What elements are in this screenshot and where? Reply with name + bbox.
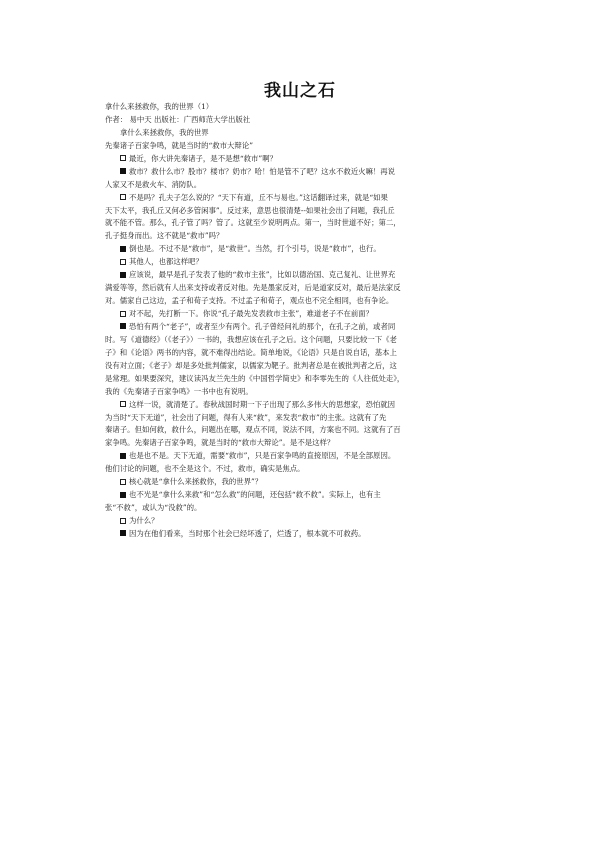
open-square-icon	[120, 518, 126, 524]
line-text: 应该说，最早是孔子发表了他的“救市主张”，比如以德治国、克己复礼、让世界充	[129, 270, 396, 280]
line-text: 最近，你大讲先秦诸子，是不是想“救市”啊？	[129, 153, 277, 163]
line-text: 天下太平，我孔丘又何必多管闲事”。反过来，意思也很清楚--如果社会出了问题，我孔丘	[105, 205, 395, 215]
line-text: 作者： 易中天 出版社：广西师范大学出版社	[105, 114, 251, 124]
line-text: 拿什么来拯救你，我的世界	[120, 127, 209, 137]
line-text: 就不能不管。那么，孔子管了吗？管了。这就至少说明两点。第一，当时世道不好；第二，	[105, 218, 401, 228]
line-text: 对。儒家自己这边，孟子和荀子支持。不过孟子和荀子，观点也不完全相同，也有争论。	[105, 296, 394, 306]
open-square-icon	[120, 479, 126, 485]
text-line	[105, 230, 515, 243]
text-line	[105, 489, 515, 502]
text-line	[105, 424, 515, 437]
text-line	[105, 127, 515, 140]
text-line	[105, 166, 515, 179]
line-text: 秦诸子。但如何救，救什么，问题出在哪，观点不同，说法不同，方案也不同。这就有了百	[105, 425, 401, 435]
text-line	[105, 217, 515, 230]
text-line	[105, 153, 515, 166]
open-square-icon	[120, 194, 126, 200]
text-line	[105, 412, 515, 425]
line-text: 家争鸣。先秦诸子百家争鸣，就是当时的“救市大辩论”。是不是这样？	[105, 438, 335, 448]
line-text: 因为在他们看来，当时那个社会已经坏透了，烂透了，根本就不可救药。	[129, 528, 366, 538]
line-text: 也是也不是。天下无道，需要“救市”，只是百家争鸣的直接原因，不是全部原因。	[129, 451, 396, 461]
text-line	[105, 360, 515, 373]
line-text: 是常理。如果要深究，建议读冯友兰先生的《中国哲学简史》和李零先生的《人往低处走》，	[105, 373, 405, 383]
text-line	[105, 399, 515, 412]
open-square-icon	[120, 259, 126, 265]
document-title: 我山之石	[264, 81, 336, 101]
text-line	[105, 373, 515, 386]
text-line	[105, 205, 515, 218]
line-text: 倒也是。不过不是“救市”，是“救世”。当然，打个引号，说是“救市”，也行。	[129, 244, 381, 254]
filled-square-icon	[120, 323, 126, 329]
filled-square-icon	[120, 453, 126, 459]
line-text: 也不光是“拿什么来救”和“怎么救”的问题，还包括“救不救”。实际上，也有主	[129, 490, 381, 500]
text-line	[105, 347, 515, 360]
text-line	[105, 463, 515, 476]
document-body	[105, 101, 515, 541]
line-text: 其他人，也都这样吧？	[129, 257, 203, 267]
line-text: 这样一说，就清楚了。春秋战国时期一下子出现了那么多伟大的思想家，恐怕就因	[129, 399, 396, 409]
filled-square-icon	[120, 272, 126, 278]
line-text: 恐怕有两个“老子”，或者至少有两个。孔子曾经问礼的那个，在孔子之前，或者同	[129, 321, 396, 331]
text-line	[105, 450, 515, 463]
text-line	[105, 179, 515, 192]
line-text: 不是吗？孔夫子怎么说的？“天下有道，丘不与易也。”这话翻译过来，就是“如果	[129, 192, 388, 202]
filled-square-icon	[120, 246, 126, 252]
text-line	[105, 528, 515, 541]
text-line	[105, 256, 515, 269]
line-text: 时。写《道德经》（《老子》）一书的，我想应该在孔子之后。这个问题，只要比较一下《老	[105, 334, 397, 344]
text-line	[105, 192, 515, 205]
open-square-icon	[120, 311, 126, 317]
line-text: 子》和《论语》两书的内容，就不难得出结论。简单地说，《论语》只是自说自话，基本上	[105, 347, 397, 357]
text-line	[105, 437, 515, 450]
line-text: 拿什么来拯救你，我的世界（1）	[105, 102, 214, 111]
line-text: 张“不救”，或认为“没救”的。	[105, 503, 202, 513]
text-line	[105, 502, 515, 515]
text-line	[105, 101, 515, 114]
line-text: 他们讨论的问题，也不全是这个。不过，救市，确实是焦点。	[105, 464, 305, 474]
text-line	[105, 140, 515, 153]
line-text: 满爱等等，然后就有人出来支持或者反对他。先是墨家反对，后是道家反对，最后是法家反	[105, 283, 401, 293]
text-line	[105, 243, 515, 256]
text-line	[105, 515, 515, 528]
filled-square-icon	[120, 168, 126, 174]
line-text: 我的《先秦诸子百家争鸣》一书中也有说明。	[105, 386, 253, 396]
line-text: 人家又不是救火车、消防队。	[105, 179, 202, 189]
text-line	[105, 295, 515, 308]
line-text: 没有对立面；《老子》却是多处批判儒家，以儒家为靶子。批判者总是在被批判者之后，这	[105, 360, 397, 370]
filled-square-icon	[120, 530, 126, 536]
open-square-icon	[120, 155, 126, 161]
line-text: 对不起，先打断一下。你说“孔子最先发表救市主张”，难道老子不在前面？	[129, 309, 374, 318]
text-line	[105, 321, 515, 334]
text-line	[105, 269, 515, 282]
text-line	[105, 476, 515, 489]
filled-square-icon	[120, 492, 126, 498]
line-text: 为什么？	[129, 516, 159, 525]
text-line	[105, 386, 515, 399]
line-text: 核心就是“拿什么来拯救你，我的世界”？	[129, 477, 263, 487]
line-text: 为当时“天下无道”，社会出了问题，得有人来“救”，来发表“救市”的主张。这就有了先	[105, 412, 387, 422]
text-line	[105, 114, 515, 127]
line-text: 孔子挺身而出。这不就是“救市”吗？	[105, 231, 224, 241]
text-line	[105, 334, 515, 347]
text-line	[105, 282, 515, 295]
line-text: 先秦诸子百家争鸣，就是当时的“救市大辩论”	[105, 140, 253, 150]
open-square-icon	[120, 401, 126, 407]
line-text: 救市？救什么市？股市？楼市？奶市？哈！怕是管不了吧？这水不救近火嘛！再说	[129, 166, 396, 176]
text-line	[105, 308, 515, 321]
